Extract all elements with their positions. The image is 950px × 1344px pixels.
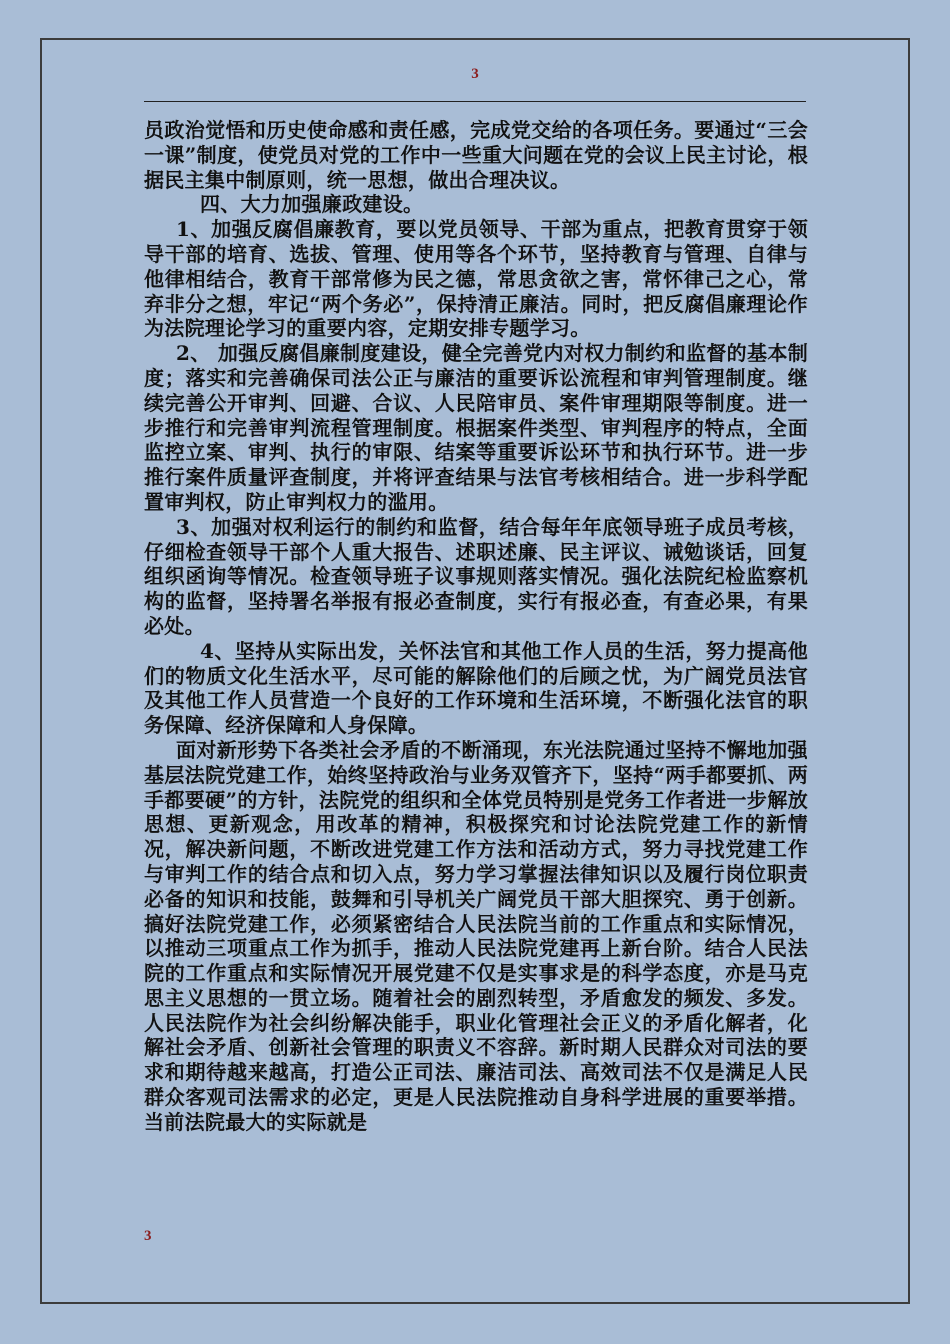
footer-page-number: 3 [144, 1228, 152, 1244]
paragraph-summary: 面对新形势下各类社会矛盾的不断涌现，东光法院通过坚持不懈地加强基层法院党建工作，始终坚持政治与业务双管齐下，坚持“两手都要抓、两手都要硬”的方针，法院党的组织和全体党员特别是党务工作者进一步解放思想、更新观念，用改革的精神，积极探究和讨论法院党建工作的新情况，解决新问题，不断改进党建工作方法和活动方式，努力寻找党建工作与审判工作的结合点和切入点，努力学习掌握法律知识以及履行岗位职责必备的知识和技能，鼓舞和引导机关广阔党员干部大胆探究、勇于创新。搞好法院党建工作，必须紧密结合人民法院当前的工作重点和实际情况，以推动三项重点工作为抓手，推动人民法院党建再上新台阶。结合人民法院的工作重点和实际情况开展党建不仅是实事求是的科学态度，亦是马克思主义思想的一贯立场。随着社会的剧烈转型，矛盾愈发的频发、多发。人民法院作为社会纠纷解决能手，职业化管理社会正义的矛盾化解者，化解社会矛盾、创新社会管理的职责义不容辞。新时期人民群众对司法的要求和期待越来越高，打造公正司法、廉洁司法、高效司法不仅是满足人民群众客观司法需求的必定，更是人民法院推动自身科学进展的重要举措。当前法院最大的实际就是 [144, 737, 808, 1134]
paragraph-1: 员政治觉悟和历史使命感和责任感，完成党交给的各项任务。要通过“三会一课”制度，使党员对党的工作中一些重大问题在党的会议上民主讨论，根据民主集中制原则，统一思想，做出合理决议。 [144, 118, 808, 192]
paragraph-item-1: 1、加强反腐倡廉教育，要以党员领导、干部为重点，把教育贯穿于领导干部的培育、选拔、管理、使用等各个环节，坚持教育与管理、自律与他律相结合，教育干部常修为民之德，常思贪欲之害，常怀律己之心，常弃非分之想，牢记“两个务必”，保持清正廉洁。同时，把反腐倡廉理论作为法院理论学习的重要内容，定期安排专题学习。 [144, 217, 808, 341]
paragraph-item-3: 3、加强对权利运行的制约和监督，结合每年年底领导班子成员考核，仔细检查领导干部个人重大报告、述职述廉、民主评议、诫勉谈话，回复组织函询等情况。检查领导班子议事规则落实情况。强化法院纪检监察机构的监督，坚持署名举报有报必查制度，实行有报必查，有查必果，有果必处。 [144, 514, 808, 638]
section-heading-4: 四、大力加强廉政建设。 [200, 192, 424, 217]
document-body [144, 118, 808, 1135]
header-divider [144, 101, 806, 102]
header-page-number: 3 [471, 66, 479, 82]
paragraph-item-4: 4、坚持从实际出发，关怀法官和其他工作人员的生活，努力提高他们的物质文化生活水平，尽可能的解除他们的后顾之忧，为广阔党员法官及其他工作人员营造一个良好的工作环境和生活环境，不断强化法官的职务保障、经济保障和人身保障。 [144, 638, 808, 738]
paragraph-item-2: 2、 加强反腐倡廉制度建设，健全完善党内对权力制约和监督的基本制度；落实和完善确保司法公正与廉洁的重要诉讼流程和审判管理制度。继续完善公开审判、回避、合议、人民陪审员、案件审理期限等制度。进一步推行和完善审判流程管理制度。根据案件类型、审判程序的特点，全面监控立案、审判、执行的审限、结案等重要诉讼环节和执行环节。进一步推行案件质量评查制度，并将评查结果与法官考核相结合。进一步科学配置审判权，防止审判权力的滥用。 [144, 341, 808, 514]
